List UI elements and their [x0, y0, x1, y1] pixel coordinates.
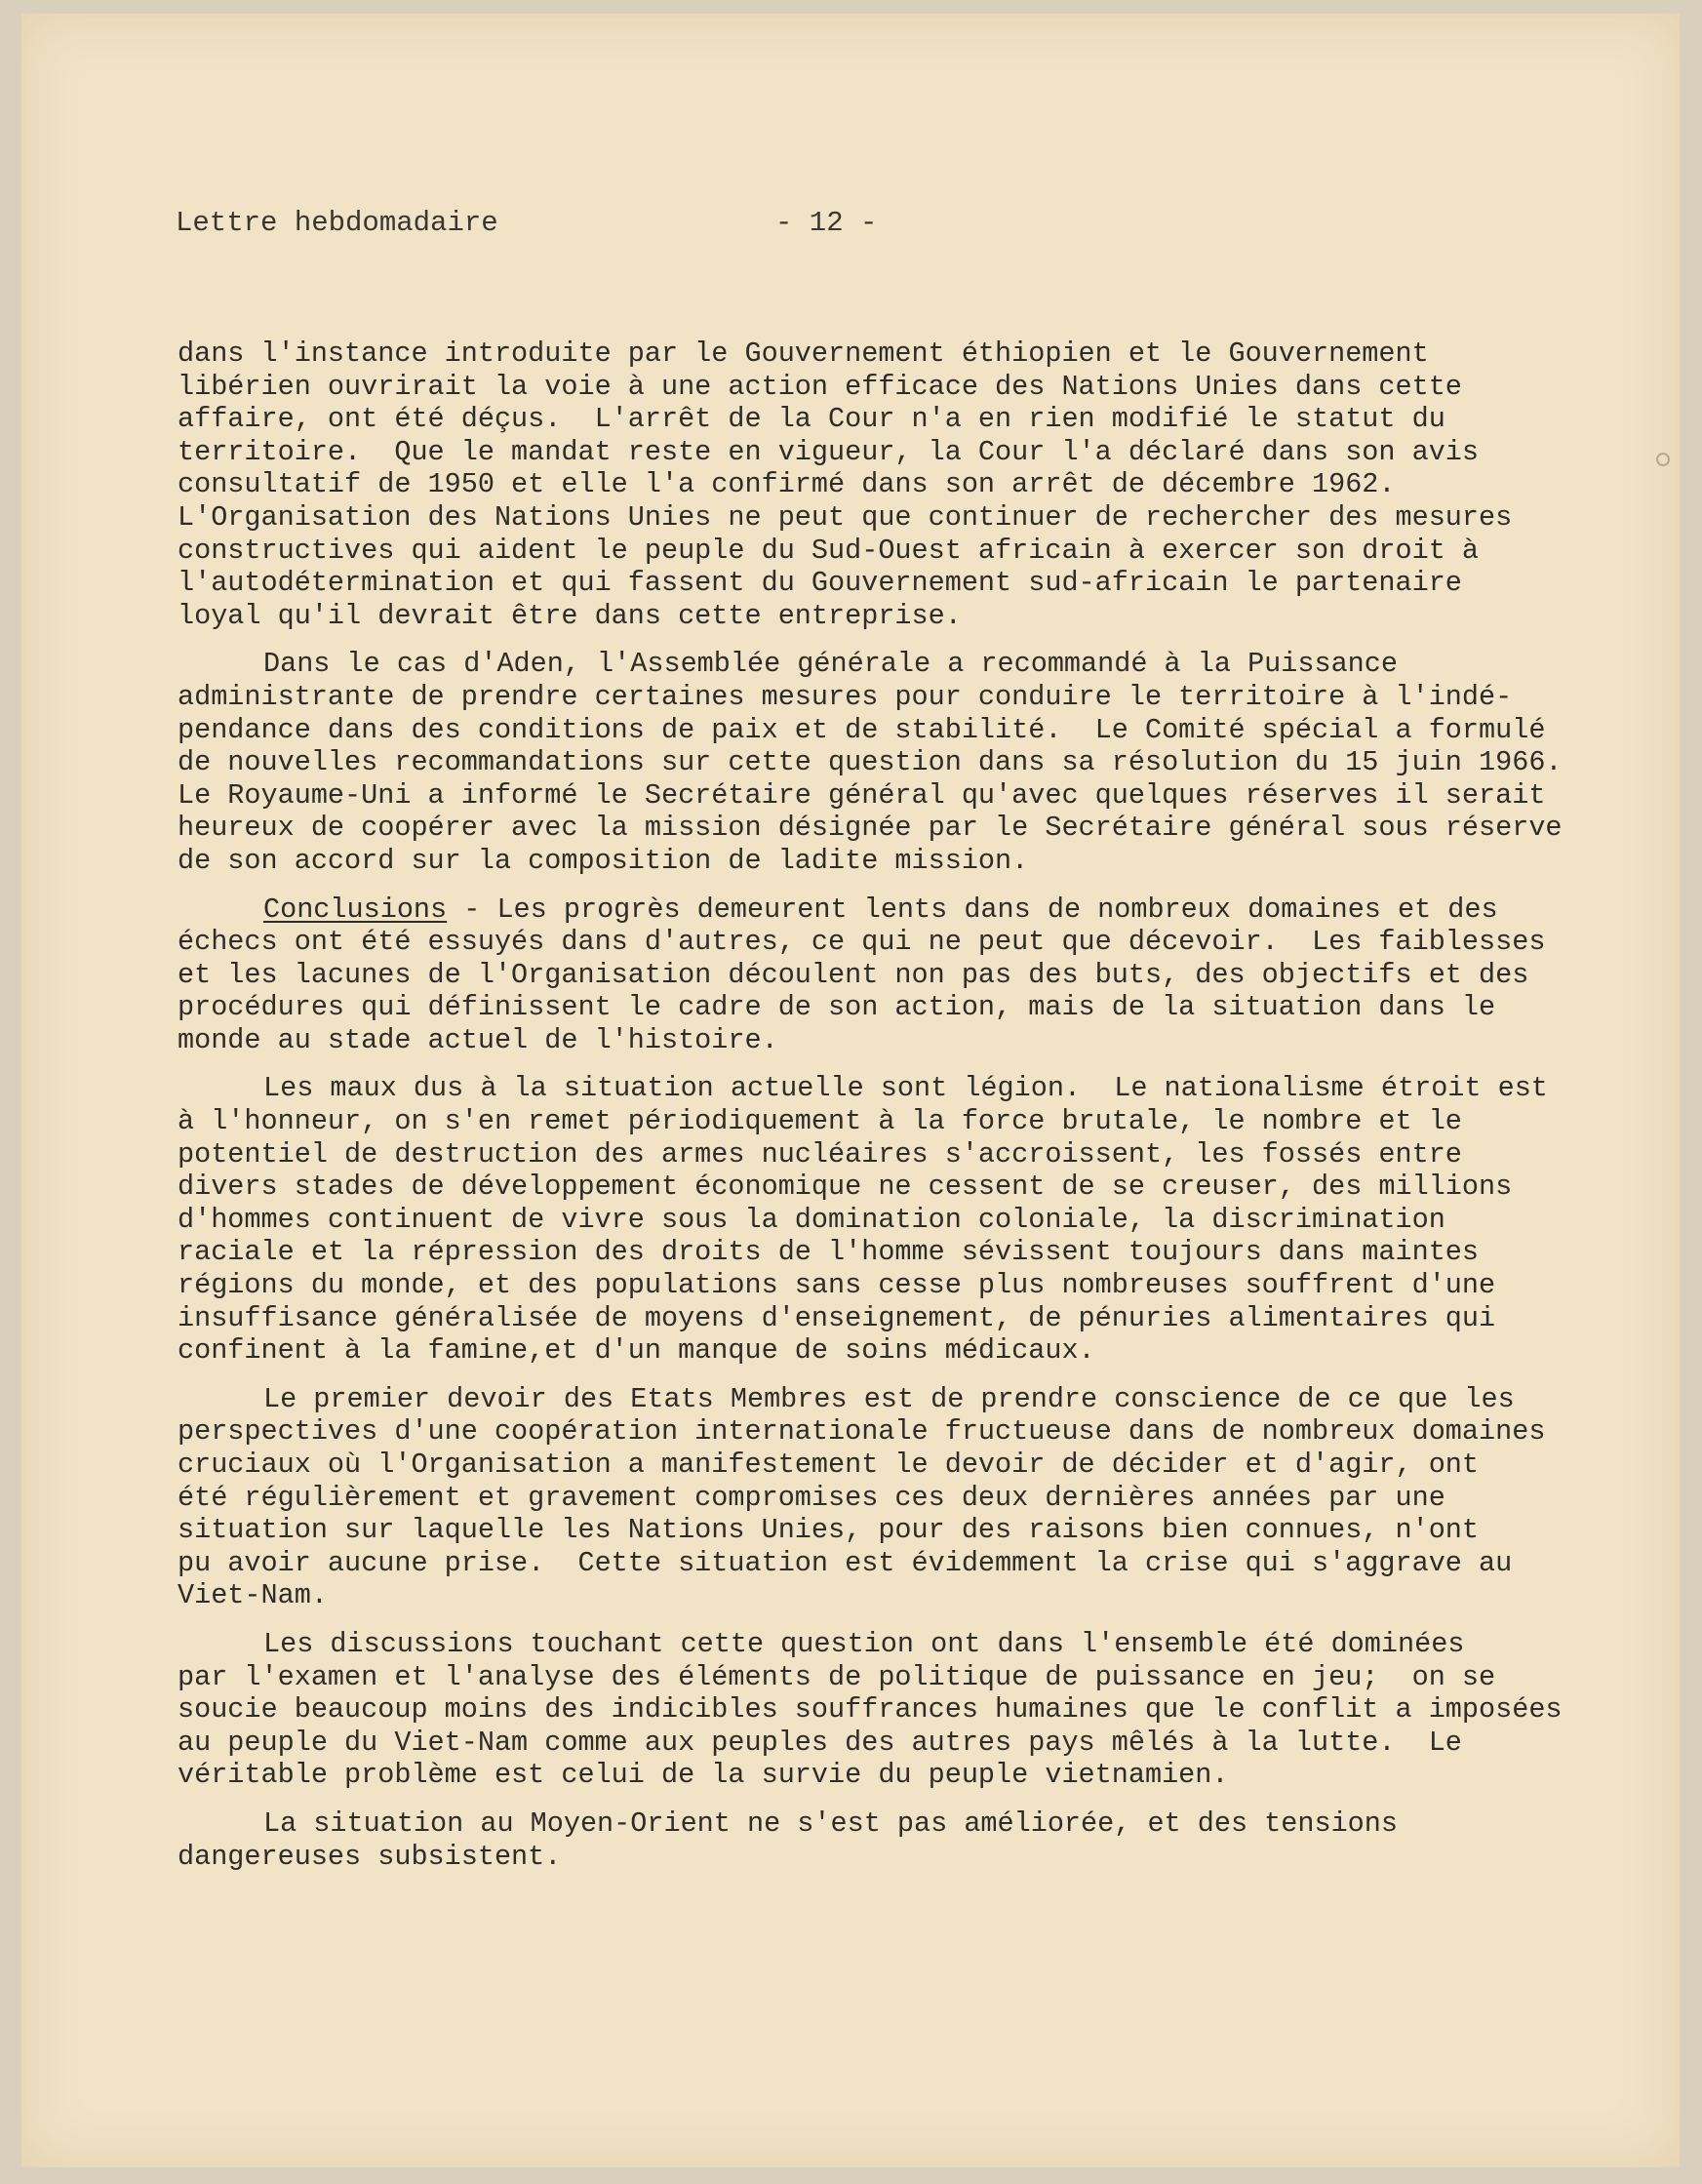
line-text: et les lacunes de l'Organisation découlent non pas des buts, des objectifs et des [178, 958, 1529, 991]
line-text: dans l'instance introduite par le Gouvernement éthiopien et le Gouvernement [178, 338, 1429, 370]
line-text: au peuple du Viet-Nam comme aux peuples des autres pays mêlés à la lutte. Le [178, 1726, 1462, 1759]
text-line [178, 1024, 1563, 1057]
text-line [178, 1171, 1563, 1204]
text-line [178, 1661, 1563, 1694]
line-text: heureux de coopérer avec la mission désignée par le Secrétaire général sous réserve [178, 812, 1563, 845]
text-line [178, 1204, 1563, 1237]
text-line [178, 1269, 1563, 1302]
text-line [178, 1415, 1563, 1449]
line-text: - Les progrès demeurent lents dans de nombreux domaines et des [447, 893, 1498, 926]
line-text: cruciaux où l'Organisation a manifestement le devoir de décider et d'agir, ont [178, 1449, 1480, 1481]
text-line [178, 1482, 1563, 1515]
text-line [178, 1383, 1563, 1416]
text-line [178, 812, 1563, 845]
line-text: La situation au Moyen-Orient ne s'est pas améliorée, et des tensions [263, 1807, 1398, 1840]
line-text: consultatif de 1950 et elle l'a confirmé dans son arrêt de décembre 1962. [178, 468, 1396, 501]
text-line [178, 893, 1563, 927]
text-line [178, 1841, 1563, 1874]
text-line [178, 1105, 1563, 1138]
text-line [178, 714, 1563, 747]
line-text: territoire. Que le mandat reste en vigueur, la Cour l'a déclaré dans son avis [178, 435, 1480, 468]
line-text: été régulièrement et gravement compromises ces deux dernières années par une [178, 1481, 1445, 1514]
line-text: Dans le cas d'Aden, l'Assemblée générale a recommandé à la Puissance [263, 648, 1398, 681]
line-text: libérien ouvrirait la voie à une action efficace des Nations Unies dans cette [178, 370, 1462, 403]
line-text: échecs ont été essuyés dans d'autres, ce qui ne peut que décevoir. Les faiblesses [178, 926, 1546, 959]
text-line [178, 746, 1563, 779]
line-text: pendance dans des conditions de paix et de stabilité. Le Comité spécial a formulé [178, 713, 1546, 746]
line-text: affaire, ont été déçus. L'arrêt de la Cour n'a en rien modifié le statut du [178, 403, 1445, 436]
text-line [178, 1514, 1563, 1547]
text-line [178, 1628, 1563, 1661]
line-text: Viet-Nam. [178, 1579, 328, 1612]
text-line [178, 1693, 1563, 1727]
line-text: véritable problème est celui de la survie du peuple vietnamien. [178, 1759, 1229, 1792]
line-text: situation sur laquelle les Nations Unies, pour des raisons bien connues, n'ont [178, 1514, 1480, 1547]
line-text: l'autodétermination et qui fassent du Gouvernement sud-africain le partenaire [178, 567, 1462, 600]
text-line [178, 1072, 1563, 1105]
line-text: de nouvelles recommandations sur cette question dans sa résolution du 15 juin 1966. [178, 746, 1563, 779]
paragraph [178, 1807, 1563, 1873]
paragraph [178, 893, 1563, 1057]
section-heading: Conclusions [263, 893, 448, 926]
paragraph [178, 338, 1563, 632]
line-text: perspectives d'une coopération internationale fructueuse dans de nombreux domaines [178, 1415, 1546, 1449]
text-line [178, 681, 1563, 714]
text-line [178, 1302, 1563, 1335]
line-text: loyal qu'il devrait être dans cette entreprise. [178, 599, 962, 632]
text-line [178, 991, 1563, 1024]
text-line [178, 468, 1563, 501]
text-line [178, 1138, 1563, 1171]
paper-mark [1656, 453, 1670, 466]
text-line [178, 600, 1563, 633]
document-body [178, 338, 1563, 1888]
text-line [178, 1807, 1563, 1841]
line-text: Les discussions touchant cette question ont dans l'ensemble été dominées [263, 1627, 1465, 1660]
paragraph [178, 1628, 1563, 1792]
line-text: divers stades de développement économique ne cessent de se creuser, des millions [178, 1171, 1513, 1204]
text-line [178, 1236, 1563, 1269]
text-line [178, 371, 1563, 404]
line-text: procédures qui définissent le cadre de son action, mais de la situation dans le [178, 991, 1496, 1024]
line-text: constructives qui aident le peuple du Sud-Ouest africain à exercer son droit à [178, 534, 1480, 567]
text-line [178, 648, 1563, 681]
text-line [178, 501, 1563, 535]
line-text: insuffisance généralisée de moyens d'enseignement, de pénuries alimentaires qui [178, 1301, 1496, 1334]
line-text: à l'honneur, on s'en remet périodiquement à la force brutale, le nombre et le [178, 1105, 1462, 1138]
text-line [178, 1449, 1563, 1482]
line-text: monde au stade actuel de l'histoire. [178, 1023, 778, 1056]
text-line [178, 1727, 1563, 1760]
paragraph [178, 1072, 1563, 1367]
text-line [178, 567, 1563, 600]
text-line [178, 1334, 1563, 1368]
paragraph [178, 648, 1563, 877]
line-text: dangereuses subsistent. [178, 1840, 562, 1873]
text-line [178, 535, 1563, 568]
line-text: L'Organisation des Nations Unies ne peut que continuer de rechercher des mesures [178, 500, 1513, 534]
line-text: Le Royaume-Uni a informé le Secrétaire général qu'avec quelques réserves il serait [178, 778, 1546, 812]
line-text: par l'examen et l'analyse des éléments de politique de puissance en jeu; on se [178, 1660, 1496, 1693]
text-line [178, 845, 1563, 878]
line-text: confinent à la famine,et d'un manque de soins médicaux. [178, 1334, 1095, 1368]
line-text: administrante de prendre certaines mesures pour conduire le territoire à l'indé- [178, 680, 1513, 713]
page-number: - 12 - [775, 207, 878, 239]
line-text: Les maux dus à la situation actuelle sont légion. Le nationalisme étroit est [263, 1072, 1548, 1105]
line-text: pu avoir aucune prise. Cette situation est évidemment la crise qui s'aggrave au [178, 1546, 1513, 1579]
paragraph [178, 1383, 1563, 1612]
text-line [178, 403, 1563, 436]
line-text: Le premier devoir des Etats Membres est de prendre conscience de ce que les [263, 1382, 1515, 1415]
text-line [178, 1759, 1563, 1792]
text-line [178, 959, 1563, 992]
header-title: Lettre hebdomadaire [176, 207, 498, 239]
line-text: d'hommes continuent de vivre sous la domination coloniale, la discrimination [178, 1203, 1445, 1236]
text-line [178, 338, 1563, 371]
text-line [178, 926, 1563, 959]
text-line [178, 436, 1563, 469]
line-text: régions du monde, et des populations sans cesse plus nombreuses souffrent d'une [178, 1269, 1496, 1302]
line-text: de son accord sur la composition de ladite mission. [178, 844, 1029, 877]
line-text: soucie beaucoup moins des indicibles souffrances humaines que le conflit a imposées [178, 1693, 1563, 1727]
text-line [178, 779, 1563, 813]
text-line [178, 1547, 1563, 1580]
line-text: potentiel de destruction des armes nucléaires s'accroissent, les fossés entre [178, 1137, 1462, 1171]
document-page [21, 14, 1680, 2167]
line-text: raciale et la répression des droits de l'homme sévissent toujours dans maintes [178, 1236, 1480, 1269]
text-line [178, 1579, 1563, 1612]
